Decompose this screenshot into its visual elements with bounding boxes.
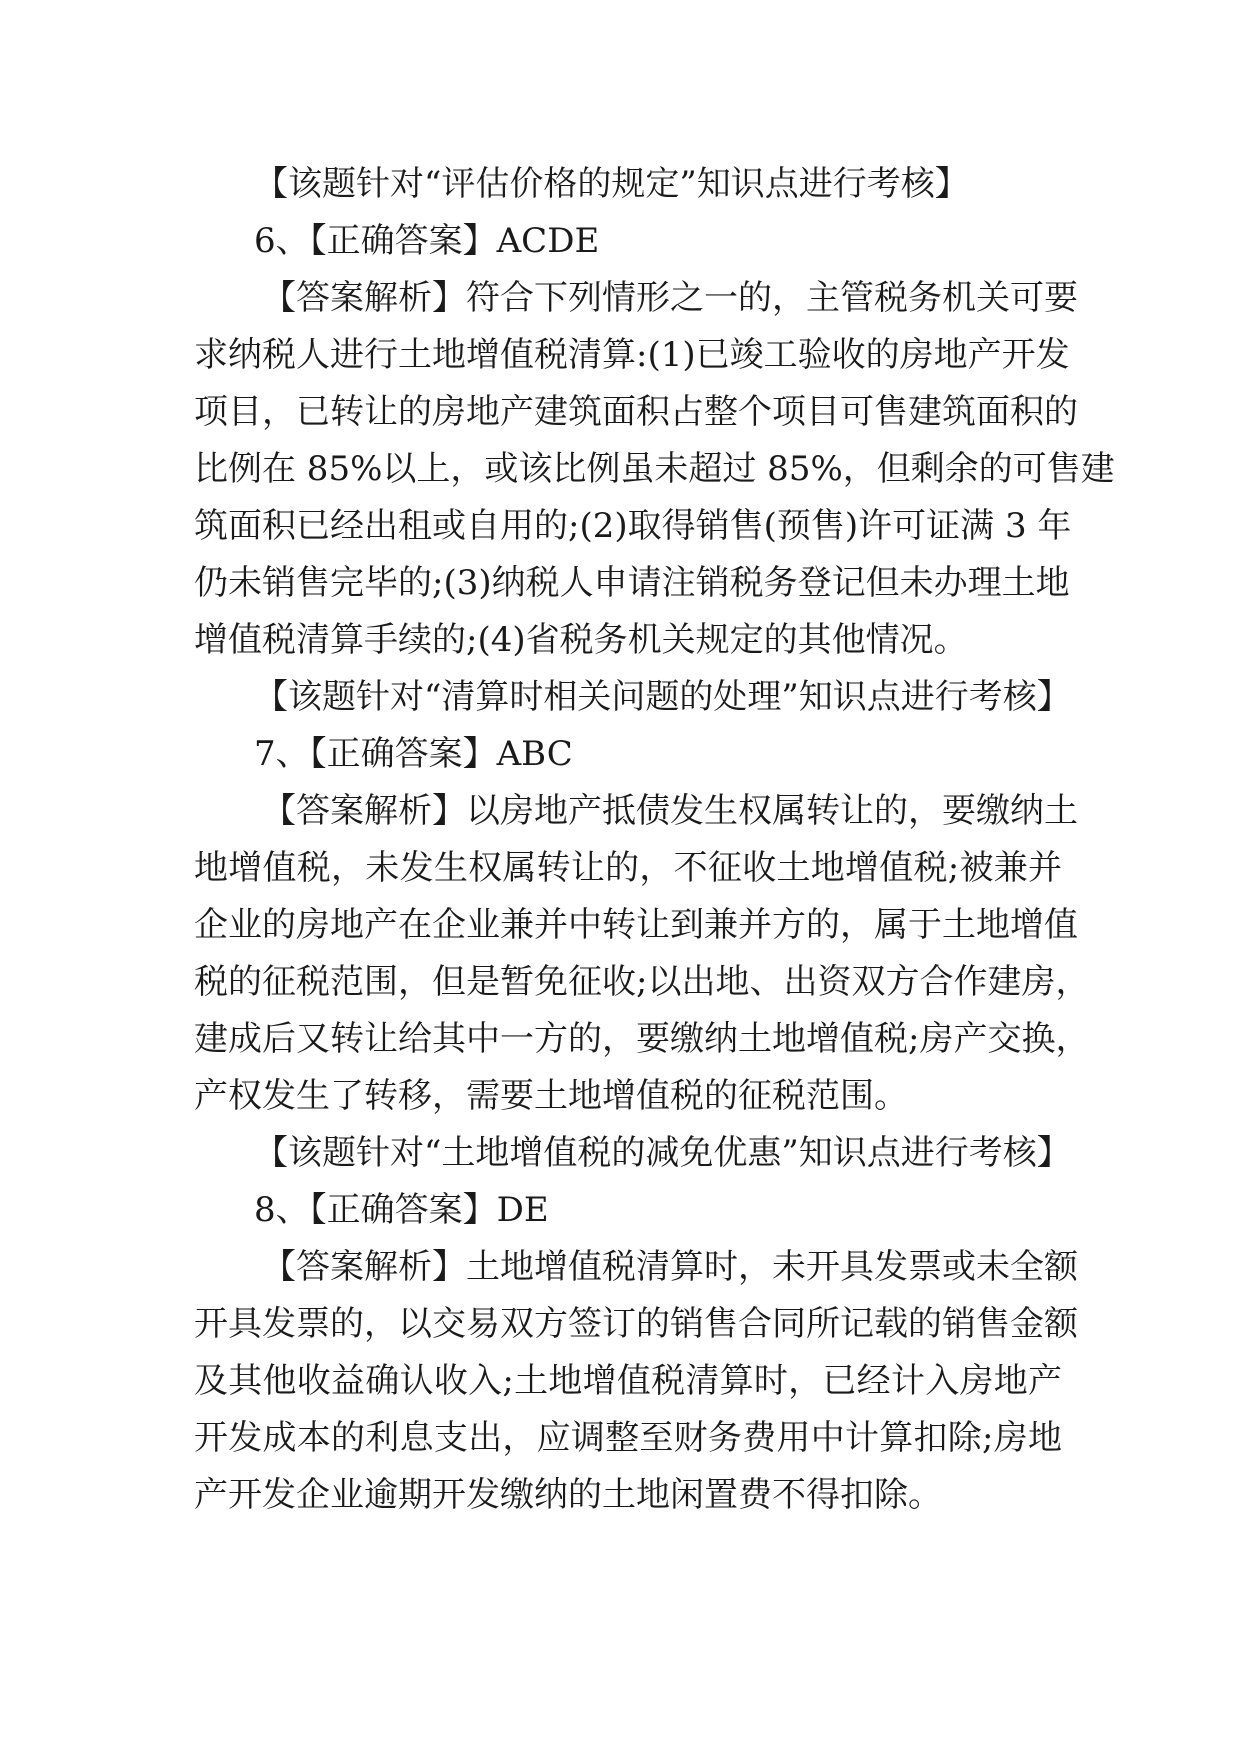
knowledge-point-note: 【该题针对“评估价格的规定”知识点进行考核】 xyxy=(254,164,969,204)
explanation-line: 【答案解析】以房地产抵债发生权属转让的，要缴纳土 xyxy=(262,791,1078,831)
explanation-line: 产开发企业逾期开发缴纳的土地闲置费不得扣除。 xyxy=(194,1475,942,1515)
explanation-line: 企业的房地产在企业兼并中转让到兼并方的，属于土地增值 xyxy=(194,905,1078,945)
explanation-line: 仍未销售完毕的;(3)纳税人申请注销税务登记但未办理土地 xyxy=(194,563,1070,603)
explanation-line: 建成后又转让给其中一方的，要缴纳土地增值税;房产交换， xyxy=(194,1019,1090,1059)
explanation-line: 产权发生了转移，需要土地增值税的征税范围。 xyxy=(194,1076,908,1116)
knowledge-point-note: 【该题针对“土地增值税的减免优惠”知识点进行考核】 xyxy=(254,1133,1071,1173)
answer-heading-8: 8、【正确答案】DE xyxy=(254,1190,549,1230)
explanation-line: 比例在 85%以上，或该比例虽未超过 85%，但剩余的可售建 xyxy=(194,449,1115,489)
explanation-line: 开发成本的利息支出，应调整至财务费用中计算扣除;房地 xyxy=(194,1418,1063,1458)
explanation-line: 求纳税人进行土地增值税清算:(1)已竣工验收的房地产开发 xyxy=(194,335,1070,375)
explanation-line: 税的征税范围，但是暂免征收;以出地、出资双方合作建房， xyxy=(194,962,1090,1002)
explanation-line: 【答案解析】符合下列情形之一的，主管税务机关可要 xyxy=(262,278,1078,318)
explanation-line: 开具发票的，以交易双方签订的销售合同所记载的销售金额 xyxy=(194,1304,1078,1344)
explanation-line: 项目，已转让的房地产建筑面积占整个项目可售建筑面积的 xyxy=(194,392,1078,432)
explanation-line: 筑面积已经出租或自用的;(2)取得销售(预售)许可证满 3 年 xyxy=(194,506,1072,546)
explanation-line: 地增值税，未发生权属转让的，不征收土地增值税;被兼并 xyxy=(194,848,1063,888)
explanation-line: 【答案解析】土地增值税清算时，未开具发票或未全额 xyxy=(262,1247,1078,1287)
explanation-line: 及其他收益确认收入;土地增值税清算时，已经计入房地产 xyxy=(194,1361,1062,1401)
explanation-line: 增值税清算手续的;(4)省税务机关规定的其他情况。 xyxy=(194,620,968,660)
answer-explanations xyxy=(194,156,1115,1524)
answer-heading-6: 6、【正确答案】ACDE xyxy=(254,221,600,261)
answer-heading-7: 7、【正确答案】ABC xyxy=(254,734,573,774)
knowledge-point-note: 【该题针对“清算时相关问题的处理”知识点进行考核】 xyxy=(254,677,1071,717)
